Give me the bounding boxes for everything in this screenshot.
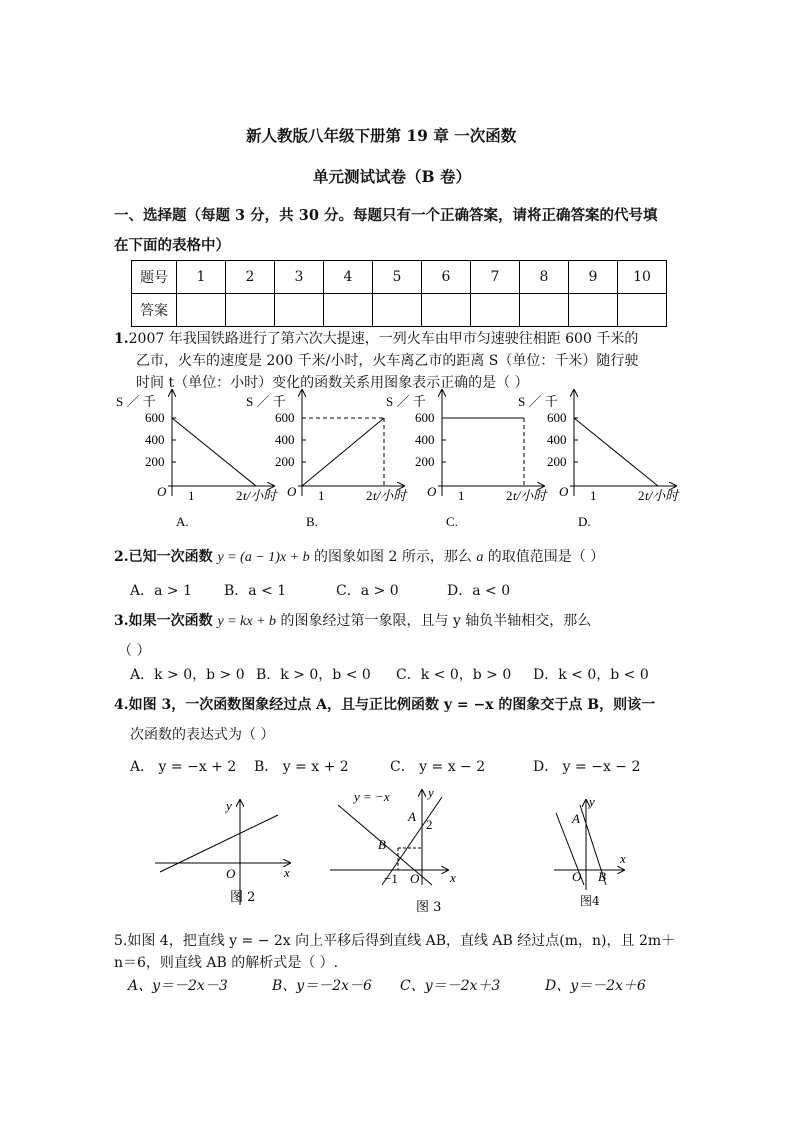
table-cell: 10 bbox=[618, 261, 667, 294]
graph-d-ytick: 400 bbox=[547, 432, 567, 447]
fig3-tick-y: 2 bbox=[426, 817, 433, 832]
q5-option-b: B、y＝－2x－6 bbox=[272, 978, 372, 994]
fig3-point-a: A bbox=[408, 809, 416, 824]
q2-formula: y = (a − 1)x + b bbox=[217, 550, 310, 565]
q5-option-d: D、y＝－2x＋6 bbox=[545, 978, 646, 994]
q3-formula: y = kx + b bbox=[217, 614, 277, 629]
graph-b-origin: O bbox=[287, 484, 297, 499]
graph-d-xtick2: 2 bbox=[638, 488, 645, 503]
fig2-caption: 图 2 bbox=[230, 890, 256, 905]
document-subtitle: 单元测试试卷（B 卷） bbox=[313, 167, 471, 186]
table-header-label: 题号 bbox=[132, 261, 177, 294]
figure-4 bbox=[550, 795, 640, 915]
answer-cell[interactable] bbox=[226, 294, 275, 327]
q3-line1 bbox=[114, 610, 591, 630]
answer-cell[interactable] bbox=[177, 294, 226, 327]
q2-text-b: 的图象如图 2 所示，那么 bbox=[309, 549, 477, 565]
table-cell: 3 bbox=[275, 261, 324, 294]
section-heading-line1: 一、选择题（每题 3 分，共 30 分。每题只有一个正确答案，请将正确答案的代号填 bbox=[114, 207, 658, 224]
graph-d-origin: O bbox=[559, 484, 569, 499]
q2-text-c: 的取值范围是（ ） bbox=[483, 549, 605, 565]
q1-text1: 2007 年我国铁路进行了第六次大提速，一列火车由甲市匀速驶往相距 600 千米的 bbox=[128, 331, 639, 347]
fig2-origin: O bbox=[226, 866, 236, 881]
q2-text-a: 2.已知一次函数 bbox=[114, 549, 218, 565]
graph-a-ytick: 400 bbox=[145, 432, 165, 447]
fig4-y-label: y bbox=[589, 794, 595, 809]
q2-option-a: A．a > 1 bbox=[130, 583, 192, 599]
graph-c-option-label: C. bbox=[446, 514, 458, 529]
q4-option-d: D． y = −x − 2 bbox=[533, 759, 641, 775]
table-row-answers bbox=[132, 294, 667, 327]
table-cell: 6 bbox=[422, 261, 471, 294]
answer-cell[interactable] bbox=[569, 294, 618, 327]
graph-a-option-label: A. bbox=[176, 514, 189, 529]
q2-option-d: D．a < 0 bbox=[447, 583, 511, 599]
q2-option-c: C．a > 0 bbox=[336, 583, 399, 599]
section-heading-line2: 在下面的表格中） bbox=[114, 237, 230, 254]
answer-cell[interactable] bbox=[275, 294, 324, 327]
graph-a-xtick2: 2 bbox=[236, 488, 243, 503]
table-row-numbers bbox=[132, 261, 667, 294]
q3-option-a: A．k > 0，b > 0 bbox=[130, 667, 245, 683]
q5-line2: n＝6，则直线 AB 的解析式是（ ）. bbox=[114, 955, 339, 971]
graph-d-xlabel: t/小时 bbox=[645, 488, 679, 503]
table-cell: 7 bbox=[471, 261, 520, 294]
q3-text-b: 的图象经过第一象限，且与 y 轴负半轴相交，那么 bbox=[276, 613, 592, 629]
graph-a-line bbox=[172, 418, 256, 486]
q3-line2: （ ） bbox=[118, 643, 151, 659]
graph-b-ytick: 400 bbox=[275, 432, 295, 447]
q4-option-c: C． y = x − 2 bbox=[390, 759, 486, 775]
q2-line1 bbox=[114, 546, 604, 566]
graph-c-origin: O bbox=[427, 484, 437, 499]
graph-a-ytick: 600 bbox=[145, 410, 165, 425]
graph-b-xtick1: 1 bbox=[318, 488, 325, 503]
table-cell: 8 bbox=[520, 261, 569, 294]
fig3-tick-x: −1 bbox=[384, 871, 398, 886]
fig3-x-label: x bbox=[450, 870, 456, 885]
q4-line2: 次函数的表达式为（ ） bbox=[130, 727, 275, 743]
graph-b-ytick: 600 bbox=[275, 410, 295, 425]
fig3-line-label: y = −x bbox=[354, 789, 390, 804]
fig3-point-b: B bbox=[378, 837, 386, 852]
graph-d-ytick: 600 bbox=[547, 410, 567, 425]
graph-c-xtick1: 1 bbox=[458, 488, 465, 503]
graph-c-ytick: 600 bbox=[415, 410, 435, 425]
graph-c-ytick: 200 bbox=[415, 454, 435, 469]
graph-c-xlabel: t/小时 bbox=[513, 488, 547, 503]
q5-option-c: C、y＝－2x＋3 bbox=[400, 978, 501, 994]
graph-a-xtick1: 1 bbox=[188, 488, 195, 503]
q3-option-d: D．k < 0，b < 0 bbox=[533, 667, 649, 683]
graph-a-ylabel: S ／ 千 bbox=[116, 394, 156, 409]
answer-cell[interactable] bbox=[422, 294, 471, 327]
q4-option-a: A． y = −x + 2 bbox=[130, 759, 237, 775]
table-cell: 9 bbox=[569, 261, 618, 294]
table-cell: 4 bbox=[324, 261, 373, 294]
graph-d-line bbox=[574, 418, 658, 486]
graph-c-ytick: 400 bbox=[415, 432, 435, 447]
answer-cell[interactable] bbox=[520, 294, 569, 327]
document-title: 新人教版八年级下册第 19 章 一次函数 bbox=[246, 126, 517, 145]
answer-cell[interactable] bbox=[471, 294, 520, 327]
graph-d-ytick: 200 bbox=[547, 454, 567, 469]
fig3-y-label: y bbox=[428, 785, 434, 800]
fig4-point-b: B bbox=[598, 869, 606, 884]
graph-d-ylabel: S ／ 千 bbox=[518, 394, 558, 409]
fig4-x-label: x bbox=[620, 851, 626, 866]
graph-b-xtick2: 2 bbox=[366, 488, 373, 503]
q4-line1: 4.如图 3，一次函数图象经过点 A，且与正比例函数 y = −x 的图象交于点 B，则该一 bbox=[114, 697, 656, 713]
q3-text-a: 3.如果一次函数 bbox=[114, 613, 218, 629]
figure-2 bbox=[150, 795, 310, 915]
graph-b-xlabel: t/小时 bbox=[373, 488, 407, 503]
q1-graphs bbox=[0, 388, 794, 538]
graph-c-xtick2: 2 bbox=[506, 488, 513, 503]
fig2-y-label: y bbox=[226, 798, 232, 813]
q2-var: a bbox=[476, 550, 484, 565]
graph-b-option-label: B. bbox=[306, 514, 318, 529]
table-cell: 2 bbox=[226, 261, 275, 294]
graph-a-xlabel: t/小时 bbox=[243, 488, 277, 503]
q1-number: 1. bbox=[114, 331, 129, 347]
table-cell: 1 bbox=[177, 261, 226, 294]
fig3-caption: 图 3 bbox=[416, 900, 442, 915]
graph-c-ylabel: S ／ 千 bbox=[386, 394, 426, 409]
q3-option-c: C．k < 0，b > 0 bbox=[396, 667, 512, 683]
graph-a-ytick: 200 bbox=[145, 454, 165, 469]
answer-table bbox=[131, 260, 667, 327]
q1-line3: 时间 t（单位：小时）变化的函数关系用图象表示正确的是（ ） bbox=[136, 375, 529, 391]
q5-option-a: A、y＝－2x－3 bbox=[128, 978, 228, 994]
table-answer-label: 答案 bbox=[132, 294, 177, 327]
fig4-point-a: A bbox=[572, 811, 580, 826]
graph-b-ytick: 200 bbox=[275, 454, 295, 469]
answer-cell[interactable] bbox=[373, 294, 422, 327]
q4-option-b: B． y = x + 2 bbox=[254, 759, 349, 775]
q1-line1 bbox=[114, 328, 638, 348]
answer-cell[interactable] bbox=[324, 294, 373, 327]
fig4-caption: 图4 bbox=[580, 894, 600, 908]
graph-a-origin: O bbox=[157, 484, 167, 499]
answer-cell[interactable] bbox=[618, 294, 667, 327]
fig3-origin: O bbox=[410, 871, 420, 886]
q5-line1: 5.如图 4，把直线 y = − 2x 向上平移后得到直线 AB，直线 AB 经过点(m，n)，且 2m＋ bbox=[114, 933, 676, 949]
graph-b-ylabel: S ／ 千 bbox=[246, 394, 286, 409]
fig4-origin: O bbox=[572, 869, 582, 884]
figure-3 bbox=[330, 785, 470, 915]
table-cell: 5 bbox=[373, 261, 422, 294]
q1-line2: 乙市，火车的速度是 200 千米/小时，火车离乙市的距离 S（单位：千米）随行驶 bbox=[136, 353, 639, 369]
fig2-x-label: x bbox=[284, 865, 290, 880]
graph-b-line bbox=[302, 418, 384, 486]
graph-d-option-label: D. bbox=[578, 514, 591, 529]
q2-option-b: B．a < 1 bbox=[224, 583, 287, 599]
graph-d-xtick1: 1 bbox=[590, 488, 597, 503]
q3-option-b: B．k > 0，b < 0 bbox=[256, 667, 371, 683]
